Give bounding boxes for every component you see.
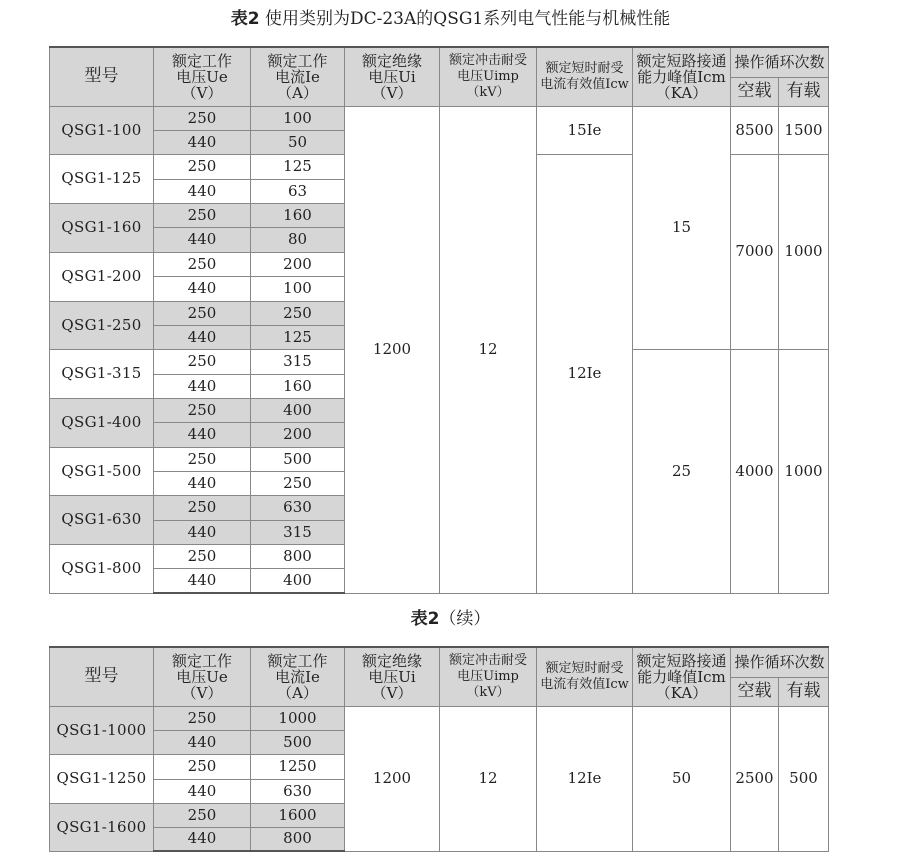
t1-header-uimp: 额定冲击耐受 电压Uimp （kV） xyxy=(440,47,537,106)
table1-caption xyxy=(0,9,901,29)
t2-header-ue: 额定工作 电压Ue （V） xyxy=(154,647,251,706)
t1-uimp: 12 xyxy=(440,106,537,593)
t1-ie: 630 xyxy=(251,495,345,520)
t1-model: QSG1-100 xyxy=(50,106,154,154)
t2-header-icw: 额定短时耐受 电流有效值Icw xyxy=(537,647,633,706)
t2-header-model: 型号 xyxy=(50,647,154,706)
t1-icw-2: 12Ie xyxy=(537,154,633,593)
t1-ue: 250 xyxy=(154,495,251,520)
t1-ie: 500 xyxy=(251,447,345,471)
t2-ui: 1200 xyxy=(345,706,440,851)
t1-ui: 1200 xyxy=(345,106,440,593)
t1-icm-2: 25 xyxy=(633,349,731,593)
t1-header-load: 有载 xyxy=(779,77,829,106)
t1-ie: 315 xyxy=(251,520,345,544)
t1-ue: 250 xyxy=(154,203,251,227)
t1-ue: 250 xyxy=(154,447,251,471)
t1-ue: 440 xyxy=(154,374,251,398)
t2-model: QSG1-1250 xyxy=(50,754,154,803)
t2-ue: 250 xyxy=(154,706,251,730)
table1 xyxy=(49,46,829,594)
t1-model: QSG1-630 xyxy=(50,495,154,544)
t1-ue: 250 xyxy=(154,301,251,325)
t1-ue: 440 xyxy=(154,520,251,544)
t1-header-cycles: 操作循环次数 xyxy=(731,47,829,77)
t2-ue: 440 xyxy=(154,779,251,803)
t1-load-2: 1000 xyxy=(779,154,829,349)
t1-header-ui: 额定绝缘 电压Ui （V） xyxy=(345,47,440,106)
t1-ue: 250 xyxy=(154,349,251,374)
t1-ue: 440 xyxy=(154,179,251,203)
t2-header-icm: 额定短路接通 能力峰值Icm （KA） xyxy=(633,647,731,706)
t2-no-load: 2500 xyxy=(731,706,779,851)
t1-header-no-load: 空载 xyxy=(731,77,779,106)
t1-ie: 125 xyxy=(251,154,345,179)
table1-caption-text: 使用类别为DC-23A的QSG1系列电气性能与机械性能 xyxy=(264,9,671,29)
t1-header-ie: 额定工作 电流Ie （A） xyxy=(251,47,345,106)
t2-ie: 1000 xyxy=(251,706,345,730)
t1-model: QSG1-315 xyxy=(50,349,154,398)
t1-model: QSG1-400 xyxy=(50,398,154,447)
table2-caption xyxy=(0,609,901,629)
t2-model: QSG1-1000 xyxy=(50,706,154,754)
t2-ie: 1250 xyxy=(251,754,345,779)
t2-uimp: 12 xyxy=(440,706,537,851)
t2-model: QSG1-1600 xyxy=(50,803,154,851)
t1-ue: 250 xyxy=(154,398,251,422)
t1-ie: 250 xyxy=(251,471,345,495)
t1-ie: 63 xyxy=(251,179,345,203)
t2-ie: 800 xyxy=(251,827,345,851)
t1-model: QSG1-200 xyxy=(50,252,154,301)
t1-ie: 400 xyxy=(251,398,345,422)
t1-ie: 200 xyxy=(251,252,345,276)
t1-header-model: 型号 xyxy=(50,47,154,106)
t1-model: QSG1-250 xyxy=(50,301,154,349)
t1-header-ue: 额定工作 电压Ue （V） xyxy=(154,47,251,106)
t1-ue: 440 xyxy=(154,325,251,349)
t1-ue: 440 xyxy=(154,276,251,301)
t1-ue: 440 xyxy=(154,422,251,447)
table1-caption-label: 表2 xyxy=(230,9,260,29)
t2-ie: 630 xyxy=(251,779,345,803)
t2-ue: 250 xyxy=(154,803,251,827)
t2-icm: 50 xyxy=(633,706,731,851)
t1-ue: 440 xyxy=(154,471,251,495)
t2-header-load: 有载 xyxy=(779,677,829,706)
t1-ie: 800 xyxy=(251,544,345,568)
t1-ue: 440 xyxy=(154,130,251,154)
t2-header-cycles: 操作循环次数 xyxy=(731,647,829,677)
t1-no-load-2: 7000 xyxy=(731,154,779,349)
t2-header-ui: 额定绝缘 电压Ui （V） xyxy=(345,647,440,706)
t1-icm-1: 15 xyxy=(633,106,731,349)
t1-no-load-1: 8500 xyxy=(731,106,779,154)
t1-ie: 400 xyxy=(251,568,345,593)
t1-ie: 100 xyxy=(251,106,345,130)
t1-no-load-3: 4000 xyxy=(731,349,779,593)
t1-load-1: 1500 xyxy=(779,106,829,154)
t1-ie: 160 xyxy=(251,374,345,398)
table2 xyxy=(49,646,829,852)
t1-ie: 315 xyxy=(251,349,345,374)
t2-load: 500 xyxy=(779,706,829,851)
t2-header-no-load: 空载 xyxy=(731,677,779,706)
t1-ue: 440 xyxy=(154,568,251,593)
t1-ie: 80 xyxy=(251,227,345,252)
t2-ie: 500 xyxy=(251,730,345,754)
t1-header-icm: 额定短路接通 能力峰值Icm （KA） xyxy=(633,47,731,106)
t1-model: QSG1-125 xyxy=(50,154,154,203)
t1-ie: 100 xyxy=(251,276,345,301)
t1-ue: 250 xyxy=(154,544,251,568)
t1-ue: 250 xyxy=(154,252,251,276)
table2-caption-text: （续） xyxy=(439,609,491,629)
t2-ue: 440 xyxy=(154,827,251,851)
t2-ue: 440 xyxy=(154,730,251,754)
t2-header-ie: 额定工作 电流Ie （A） xyxy=(251,647,345,706)
t1-ue: 250 xyxy=(154,106,251,130)
table2-caption-label: 表2 xyxy=(410,609,440,629)
t1-ie: 200 xyxy=(251,422,345,447)
t1-model: QSG1-500 xyxy=(50,447,154,495)
t1-ie: 250 xyxy=(251,301,345,325)
t1-model: QSG1-800 xyxy=(50,544,154,593)
t1-load-3: 1000 xyxy=(779,349,829,593)
t2-icw: 12Ie xyxy=(537,706,633,851)
t2-ie: 1600 xyxy=(251,803,345,827)
t1-model: QSG1-160 xyxy=(50,203,154,252)
t1-ie: 160 xyxy=(251,203,345,227)
t2-ue: 250 xyxy=(154,754,251,779)
t1-icw-1: 15Ie xyxy=(537,106,633,154)
t1-ue: 250 xyxy=(154,154,251,179)
t1-ue: 440 xyxy=(154,227,251,252)
t1-ie: 125 xyxy=(251,325,345,349)
t2-header-uimp: 额定冲击耐受 电压Uimp （kV） xyxy=(440,647,537,706)
t1-header-icw: 额定短时耐受 电流有效值Icw xyxy=(537,47,633,106)
t1-ie: 50 xyxy=(251,130,345,154)
